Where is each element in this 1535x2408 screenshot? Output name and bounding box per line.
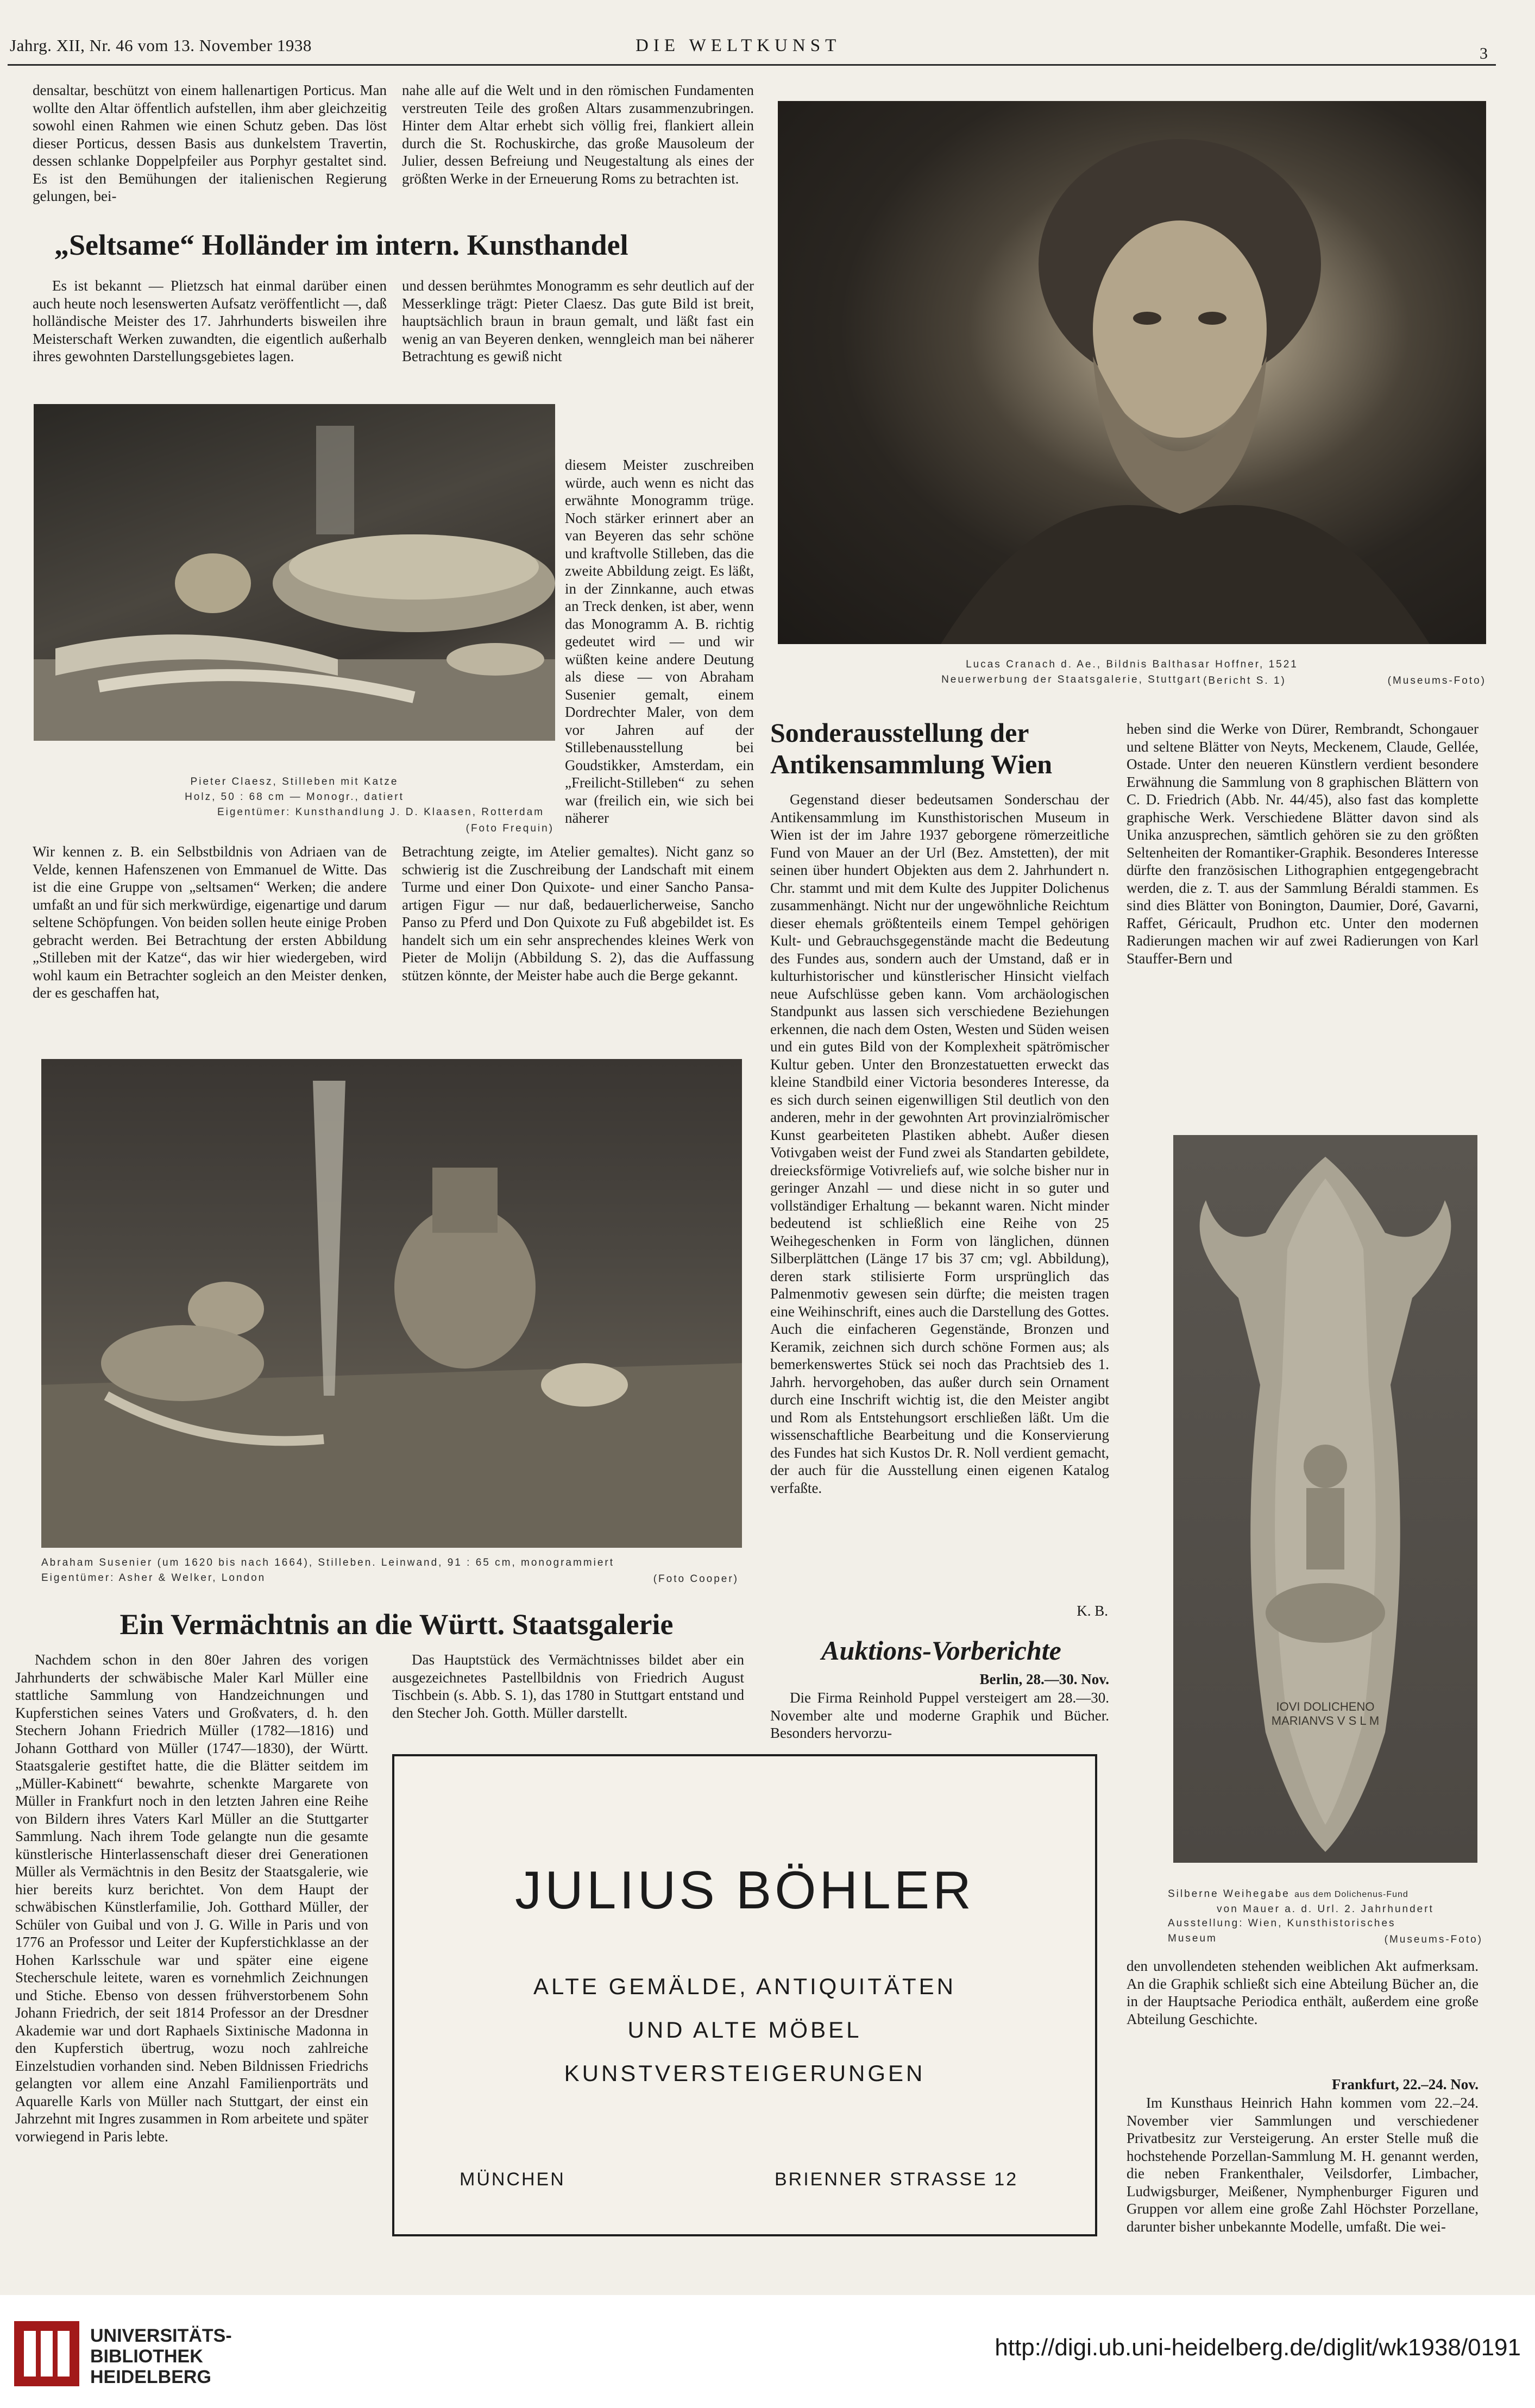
issue-info: Jahrg. XII, Nr. 46 vom 13. November 1938 — [10, 36, 312, 55]
library-logo-icon — [14, 2321, 79, 2386]
article-title-hollaender: „Seltsame“ Holländer im intern. Kunsthandel — [54, 229, 628, 261]
ad-city: MÜNCHEN — [460, 2169, 565, 2190]
votive-plaque-image — [1173, 1135, 1477, 1863]
caption-votive-line1: Silberne Weihegabe aus dem Dolichenus-Fund — [1168, 1888, 1408, 1900]
caption-susenier-owner: Eigentümer: Asher & Welker, London — [41, 1572, 266, 1584]
painting-cranach-portrait — [778, 101, 1486, 644]
right-column-bottom1: den unvollendeten stehenden weiblichen Akt aufmerksam. An die Graphik schließt sich eine Abteilung Bücher an, die in der Hauptsache Periodica enthält, außerdem eine große Abteilung Geschichte. — [1127, 1958, 1479, 2027]
article1-lower-left: Wir kennen z. B. ein Selbstbildnis von Adriaen van de Velde, kennen Hafenszenen von Emmanuel de Witte. Das ist die eine Gruppe von „seltsamen“ Werken; die andere umfaßt an und für sich merkwürdige, eigenartige und darum seltene Schöpfungen. Von beiden sollen heute einige Proben gebracht werden. Bei Betrachtung der ersten Abbildung „Stilleben mit der Katze“, das wir hier wiedergeben, wird wohl kaum ein Betrachter sogleich an den Meister denken, der es geschaffen hat, — [33, 843, 387, 1001]
painting-susenier-still-life — [41, 1059, 742, 1548]
caption-cranach-ref: (Bericht S. 1) — [1203, 675, 1286, 686]
article2-signature: K. B. — [1077, 1603, 1108, 1619]
caption-susenier-credit: (Foto Cooper) — [653, 1573, 739, 1585]
caption-cranach-acquisition: Neuerwerbung der Staatsgalerie, Stuttgart — [941, 674, 1201, 685]
ad-address: BRIENNER STRASSE 12 — [775, 2169, 1018, 2190]
caption-cranach-title: Lucas Cranach d. Ae., Bildnis Balthasar Hoffner, 1521 — [966, 659, 1298, 670]
digitization-url-link[interactable]: http://digi.ub.uni-heidelberg.de/diglit/wk1938/0191 — [995, 2334, 1521, 2361]
cranach-portrait-image — [778, 101, 1486, 644]
article-title-vermaechtnis: Ein Vermächtnis an die Württ. Staatsgalerie — [119, 1608, 674, 1641]
susenier-still-life-image — [41, 1059, 742, 1548]
ad-line1: ALTE GEMÄLDE, ANTIQUITÄTEN — [533, 1974, 956, 1999]
article1-intro-left: Es ist bekannt — Plietzsch hat einmal darüber einen auch heute noch lesenswerten Aufsatz veröffentlicht —, daß holländische Meister des 17. Jahrhunderts bisweilen ihre Meisterschaft Werken zuwandten, die eigentlich außerhalb ihres gewohnten Darstellungsgebietes lagen. — [33, 278, 387, 364]
right-column-top: heben sind die Werke von Dürer, Rembrandt, Schongauer und seltene Blätter von Neyts, Meckenem, Claude, Gellée, Ostade. Unter den neueren Künstlern verdient besondere Erwähnung die Sammlung von 8 graphischen Blättern von C. D. Friedrich (Abb. Nr. 44/45), also fast das komplette graphische Werk. Verschiedene Blätter davon sind als Unika anzusprechen, sämtlich gehören sie zu den größten Seltenheiten der Romantiker-Graphik. Besonderes Interesse dürfte den französischen Lithographien entgegengebracht werden, die z. T. aus der Sammlung Béraldi stammen. Es sind dies Blätter von Bonington, Daumier, Doré, Gavarni, Raffet, Géricault, Prudhon etc. Unter den modernen Radierungen machen wir auf zwei Radierungen von Karl Stauffer-Bern und — [1127, 721, 1479, 967]
painting-claesz-still-life — [34, 404, 555, 741]
ad-line2: UND ALTE MÖBEL — [627, 2017, 862, 2043]
still-life-with-cat-image — [34, 404, 555, 741]
caption-votive-line3: Ausstellung: Wien, Kunsthistorisches — [1168, 1918, 1396, 1929]
article-title-antikensammlung-2: Antikensammlung Wien — [770, 749, 1053, 779]
caption-cranach-credit: (Museums-Foto) — [1387, 675, 1486, 686]
continuation-col1: densaltar, beschützt von einem hallenartigen Porticus. Man wollte den Altar öffentlich aufstellen, ihm aber gleichzeitig sowohl einen Rahmen wie einen Schutz geben. Das löst dieser Porticus, dessen Basis aus dunkelstem Travertin, dessen schlanke Doppelpfeiler aus Porphyr gestaltet sind. Es ist den Bemühungen der italienischen Regierung gelungen, bei- — [33, 82, 387, 204]
auction-title: Auktions-Vorberichte — [821, 1635, 1061, 1666]
plaque-inscription: IOVI DOLICHENO MARIANVS V S L M — [1271, 1700, 1380, 1728]
article1-narrow-column: diesem Meister zuschreiben würde, auch wenn es nicht das erwähnte Monogramm trüge. Noch stärker erinnert aber an van Beyeren das sehr schöne und kraftvolle Stilleben, das die zweite Abbildung zeigt. Es läßt, in der Zinnkanne, auch etwas an Treck denken, ist aber, wenn das Monogramm A. B. richtig gedeutet wird — und wir wüßten keine andere Deutung als diese — von Abraham Susenier gemalt, einem Dordrechter Maler, von dem vor Jahren auf der Stillebenausstellung bei Goudstikker, Amsterdam, ein „Freilicht-Stilleben“ zu sehen war (freilich ein, wie sich bei näherer — [565, 457, 754, 826]
caption-claesz-title: Pieter Claesz, Stilleben mit Katze — [190, 776, 399, 787]
article2-body: Gegenstand dieser bedeutsamen Sonderschau der Antikensammlung im Kunsthistorischen Museum in Wien ist der im Jahre 1937 geborgene römerzeitliche Fund von Mauer an der Url (Bez. Amstetten), der mit seinen über hundert Objekten aus dem 2. Jahrhundert n. Chr. stammt und mit dem Kulte des Juppiter Dolichenus zusammenhängt. Nicht nur der ungewöhnliche Reichtum dieser ehemals größtenteils einem Tempel gehörigen Kult- und Gebrauchsgegenstände macht die Bedeutung des Fundes aus, sondern auch der Umstand, daß er in kulturhistorischer und künstlerischer Hinsicht vielfach neue Aufschlüsse geben kann. Vom archäologischen Standpunkt aus lassen sich verschiedene Beziehungen erkennen, die nach dem Osten, Westen und Süden weisen und ein gutes Bild von der Komplexheit spätrömischer Kultur geben. Unter den Bronzestatuetten erweckt das kleine Standbild einer Victoria besonderes Interesse, da es sich durch seinen eigenwilligen Stil deutlich von den anderen, mehr in der gewohnten Art provinzialrömischer Kunst gearbeiteten Plastiken abhebt. Außer diesen Votivgaben weist der Fund zwei als Standarten gebildete, dreiecksförmige Votivreliefs auf, wie solche bisher nur in geringer Anzahl — und diese nicht in so guter und vollständiger Erhaltung — bekannt waren. Nicht minder bedeutend ist schließlich eine Reihe von 25 Weihegeschenken in Form von länglichen, dünnen Silberplättchen (Länge 17 bis 37 cm; vgl. Abbildung), deren stark stilisierte Form ursprünglich das Palmenmotiv gewesen sein dürfte; die meisten tragen eine Weihinschrift, eines auch die Darstellung des Gottes. Auch die einfacheren Gegenstände, Bronzen und Keramik, zeichnen sich durch schöne Formen aus; als bemerkenswertes Stück sei noch das Prachtsieb des 1. Jahrh. hervorgehoben, das außer durch sein Ornament durch eine Inschrift wichtig ist, die den Meister angibt und Rom als Entstehungsort erschließen läßt. Um die wissenschaftliche Bearbeitung und die Konservierung des Fundes hat sich Kustos Dr. R. Noll verdient gemacht, der auch für die Ausstellung einen eigenen Katalog verfaßte. — [770, 791, 1109, 1496]
caption-votive-line4: Museum — [1168, 1933, 1217, 1944]
caption-claesz-medium: Holz, 50 : 68 cm — Monogr., datiert — [185, 791, 404, 803]
article3-col1: Nachdem schon in den 80er Jahren des vorigen Jahrhunderts der schwäbische Maler Karl Müller eine stattliche Sammlung von Handzeichnungen und Kupferstichen seines Vaters und Großvaters, d. h. den Stechern Johann Friedrich Müller (1782—1816) und Johann Gotthard von Müller (1747—1830), der Württ. Staatsgalerie gestiftet hatte, die die Blätter seitdem im „Müller-Kabinett“ bewahrte, schenkte Margarete von Müller in Frankfurt noch in den letzten Jahren eine Reihe von Bildern ihres Vaters Karl Müller an die Stuttgarter Sammlung. Nach ihrem Tode gelangte nun die gesamte künstlerische Hinterlassenschaft dieser drei Generationen Müller als Vermächtnis in den Besitz der Staatsgalerie, wie hier bereits kurz berichtet. Von dem Haupt der schwäbischen Künstlerfamilie, Joh. Gotthard Müller, der Schüler von Guibal und von J. G. Wille in Paris und von 1776 an Professor und Leiter der Kupferstichklasse an der Hohen Karlsschule war und später eine eigene Stecherschule leitete, waren es vornehmlich Zeichnungen und Stiche. Ebenso von dessen frühverstorbenem Sohn Johann Friedrich, der seit 1814 Professor an der Dresdner Akademie war und dort Raphaels Sixtinische Madonna in den Kupferstich übertrug, wozu noch zahlreiche Einzelstudien vorhanden sind. Neben Bildnissen Friedrichs gelangten vor allem eine Anzahl Familienporträts und Aquarelle Karls von Müller nach Stuttgart, der einst ein Jahrzehnt mit Ingres zusammen in Rom arbeitete und später vorwiegend in Paris lebte. — [15, 1651, 368, 2145]
library-line3: HEIDELBERG — [90, 2367, 211, 2387]
caption-votive-line2: von Mauer a. d. Url. 2. Jahrhundert — [1217, 1903, 1434, 1915]
article-title-antikensammlung-1: Sonderausstellung der — [770, 717, 1029, 748]
silver-votive-plaque-photo — [1173, 1135, 1477, 1863]
page-number: 3 — [1480, 45, 1489, 62]
journal-title: DIE WELTKUNST — [636, 36, 841, 55]
right-column-bottom2: Im Kunsthaus Heinrich Hahn kommen vom 22.–24. November vier Sammlungen und verschiedener Privatbesitz zur Versteigerung. An erster Stelle muß die hochstehende Porzellan-Sammlung M. H. genannt werden, die neben Frankenthaler, Veilsdorfer, Limbacher, Ludwigsburger, Meißener, Nymphenburger Figuren und Gruppen vor allem eine große Zahl Höchster Porzellane, darunter bisher unbekannte Modelle, umfaßt. Die wei- — [1127, 2095, 1479, 2235]
advertisement-julius-boehler — [392, 1754, 1097, 2236]
library-line2: BIBLIOTHEK — [90, 2346, 203, 2367]
caption-claesz-owner: Eigentümer: Kunsthandlung J. D. Klaasen, Rotterdam — [217, 806, 544, 818]
article1-lower-right: Betrachtung zeigte, im Atelier gemaltes). Nicht ganz so schwierig ist die Zuschreibung der Landschaft mit einem Turme und einer Don Quixote- und einer Sancho Pansa-artigen Figur — nur daß, bedauerlicherweise, Sancho Panso zu Pferd und Don Quixote zu Fuß abgebildet ist. Es handelt sich um ein sehr ansprechendes kleines Werk von Pieter de Molijn (Abbildung S. 2), das die Auffassung stützen könnte, der Meister habe auch die Berge gekannt. — [402, 843, 754, 984]
continuation-col2: nahe alle auf die Welt und in den römischen Fundamenten verstreuten Teile des großen Altars zusammenzubringen. Hinter dem Altar erhebt sich völlig frei, flankiert allein durch die St. Rochuskirche, das große Mausoleum der Julier, dessen Befreiung und Neugestaltung als eines der größten Werke in der Erneuerung Roms zu betrachten ist. — [402, 82, 754, 187]
article3-col2: Das Hauptstück des Vermächtnisses bildet aber ein ausgezeichnetes Pastellbildnis von Friedrich August Tischbein (s. Abb. S. 1), das 1780 in Stuttgart entstand und den Stecher Joh. Gotth. Müller darstellt. — [392, 1651, 744, 1721]
header-rule — [8, 64, 1496, 66]
caption-susenier-title: Abraham Susenier (um 1620 bis nach 1664), Stilleben. Leinwand, 91 : 65 cm, monogrammiert — [41, 1557, 615, 1568]
article1-intro-right: und dessen berühmtes Monogramm es sehr deutlich auf der Messerklinge trägt: Pieter Claesz. Das gute Bild ist breit, hauptsächlich braun in braun gemalt, und läßt fast ein wenig an van Beyeren denken, wenngleich man bei näherer Betrachtung es gewiß nicht — [402, 278, 754, 364]
caption-votive-credit: (Museums-Foto) — [1384, 1934, 1483, 1945]
library-line1: UNIVERSITÄTS- — [90, 2325, 232, 2346]
right-column-dateline: Frankfurt, 22.–24. Nov. — [1332, 2076, 1479, 2092]
ad-line3: KUNSTVERSTEIGERUNGEN — [564, 2060, 926, 2086]
auction-dateline: Berlin, 28.—30. Nov. — [979, 1671, 1109, 1687]
auction-body: Die Firma Reinhold Puppel versteigert am 28.—30. November alte und moderne Graphik und Bücher. Besonders hervorzu- — [770, 1690, 1109, 1741]
ad-company-name: JULIUS BÖHLER — [515, 1860, 974, 1920]
caption-claesz-credit: (Foto Frequin) — [465, 823, 554, 834]
library-name — [90, 2325, 232, 2387]
